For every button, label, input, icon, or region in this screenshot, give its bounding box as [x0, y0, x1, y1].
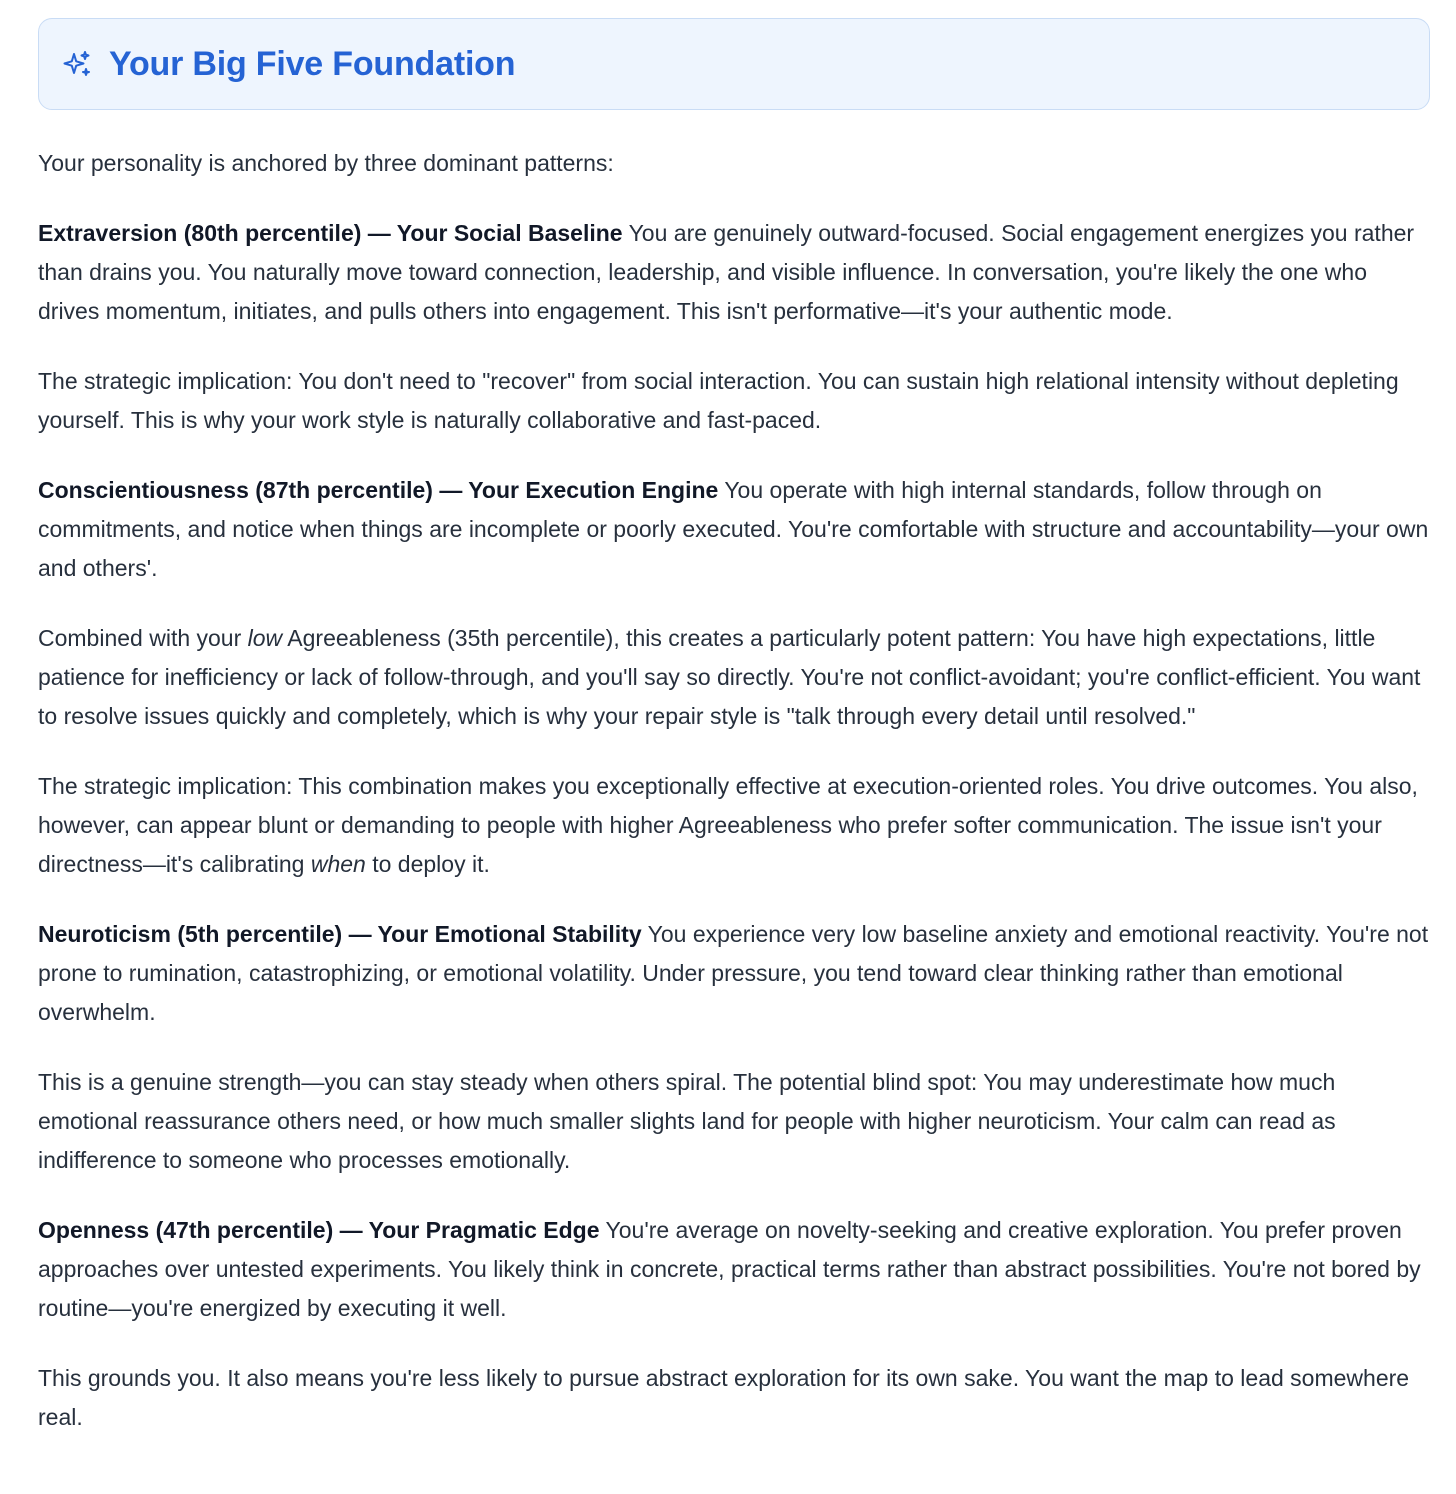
openness-heading: Openness (47th percentile) — Your Pragmatic Edge — [38, 1217, 600, 1243]
extraversion-implication: The strategic implication: You don't need to "recover" from social interaction. You can sustain high relational intensity without depleting yourself. This is why your work style is naturally collaborative and fast-paced. — [38, 368, 1399, 433]
sparkle-icon — [62, 49, 92, 79]
openness-grounds: This grounds you. It also means you're less likely to pursue abstract exploration for its own sake. You want the map to lead somewhere real. — [38, 1365, 1410, 1430]
neuroticism-paragraph — [38, 915, 1430, 1032]
implication-text-start: The strategic implication: This combination makes you exceptionally effective at execution-oriented roles. You drive outcomes. You also, however, can appear blunt or demanding to people with higher Agreeableness who prefer softer communication. The issue isn't your directness—it's calibrating — [38, 773, 1418, 877]
intro-text: Your personality is anchored by three dominant patterns: — [38, 150, 614, 176]
page-title: Your Big Five Foundation — [109, 44, 516, 83]
combined-emphasis: low — [247, 625, 283, 651]
conscientiousness-heading: Conscientiousness (87th percentile) — Your Execution Engine — [38, 477, 719, 503]
extraversion-body: You are genuinely outward-focused. Social engagement energizes you rather than drains you. You naturally move toward connection, leadership, and visible influence. In conversation, you're likely the one who drives momentum, initiates, and pulls others into engagement. This isn't performative—it's your authentic mode. — [38, 220, 1415, 324]
neuroticism-heading: Neuroticism (5th percentile) — Your Emotional Stability — [38, 921, 642, 947]
conscientiousness-implication — [38, 767, 1430, 884]
section-header — [38, 18, 1430, 110]
implication-emphasis: when — [310, 851, 366, 877]
extraversion-paragraph — [38, 214, 1430, 331]
neuroticism-strength: This is a genuine strength—you can stay steady when others spiral. The potential blind spot: You may underestimate how much emotional reassurance others need, or how much smaller slights land for people with higher neuroticism. Your calm can read as indifference to someone who processes emotionally. — [38, 1069, 1336, 1173]
combined-text-start: Combined with your — [38, 625, 248, 651]
neuroticism-body: You experience very low baseline anxiety and emotional reactivity. You're not prone to rumination, catastrophizing, or emotional volatility. Under pressure, you tend toward clear thinking rather than emotional overwhelm. — [38, 921, 1429, 1025]
agreeableness-combined-paragraph — [38, 619, 1430, 736]
combined-text-end: Agreeableness (35th percentile), this creates a particularly potent pattern: You have high expectations, little patience for inefficiency or lack of follow-through, and you'll say so directly. You're not conflict-avoidant; you're conflict-efficient. You want to resolve issues quickly and completely, which is why your repair style is "talk through every detail until resolved." — [38, 625, 1421, 729]
openness-paragraph — [38, 1211, 1430, 1328]
conscientiousness-paragraph — [38, 471, 1430, 588]
implication-text-end: to deploy it. — [365, 851, 490, 877]
conscientiousness-body: You operate with high internal standards, follow through on commitments, and notice when things are incomplete or poorly executed. You're comfortable with structure and accountability—your own and others'. — [38, 477, 1429, 581]
openness-body: You're average on novelty-seeking and creative exploration. You prefer proven approaches over untested experiments. You likely think in concrete, practical terms rather than abstract possibilities. You're not bored by routine—you're energized by executing it well. — [38, 1217, 1421, 1321]
extraversion-heading: Extraversion (80th percentile) — Your Social Baseline — [38, 220, 623, 246]
